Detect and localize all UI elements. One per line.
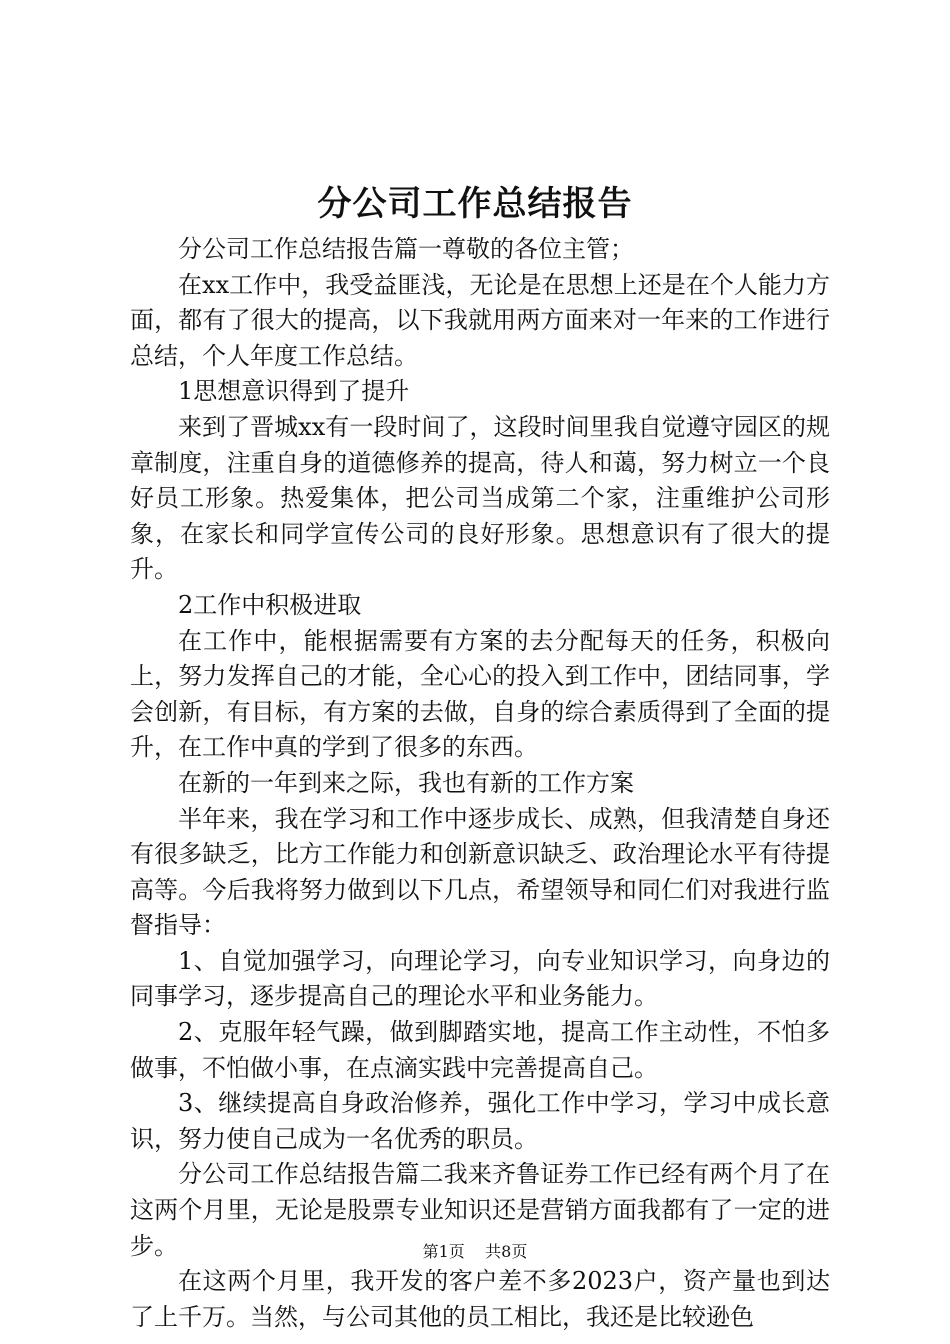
document-body (130, 232, 830, 1335)
document-title: 分公司工作总结报告 (317, 184, 633, 224)
paragraph-2: 在xx工作中，我受益匪浅，无论是在思想上还是在个人能力方面，都有了很大的提高，以下我就用两方面来对一年来的工作进行总结，个人年度工作总结。 (130, 270, 830, 370)
list-item-1: 1、自觉加强学习，向理论学习，向专业知识学习，向身边的同事学习，逐步提高自己的理论水平和业务能力。 (130, 946, 830, 1011)
page-footer (0, 1241, 950, 1263)
list-item-2: 2、克服年轻气躁，做到脚踏实地，提高工作主动性，不怕多做事，不怕做小事，在点滴实践中完善提高自己。 (130, 1018, 830, 1082)
paragraph-3: 来到了晋城xx有一段时间了，这段时间里我自觉遵守园区的规章制度，注重自身的道德修养的提高，待人和蔼，努力树立一个良好员工形象。热爱集体，把公司当成第二个家，注重维护公司形象，在家长和同学宣传公司的良好形象。思想意识有了很大的提升。 (130, 412, 830, 584)
section-heading-2: 2工作中积极进取 (178, 590, 362, 619)
page-number: 第1页 (422, 1242, 465, 1261)
paragraph-1: 分公司工作总结报告篇一尊敬的各位主管； (178, 235, 634, 263)
section-heading-1: 1思想意识得到了提升 (178, 377, 410, 406)
paragraph-4: 在工作中，能根据需要有方案的去分配每天的任务，积极向上，努力发挥自己的才能，全心心的投入到工作中，团结同事，学会创新，有目标，有方案的去做，自身的综合素质得到了全面的提升，在工作中真的学到了很多的东西。 (130, 626, 830, 762)
section-heading-3: 在新的一年到来之际，我也有新的工作方案 (178, 768, 634, 797)
page-total: 共8页 (485, 1242, 528, 1261)
paragraph-6: 分公司工作总结报告篇二我来齐鲁证券工作已经有两个月了在这两个月里，无论是股票专业知识还是营销方面我都有了一定的进步。 (130, 1160, 830, 1260)
paragraph-5: 半年来，我在学习和工作中逐步成长、成熟，但我清楚自身还有很多缺乏，比方工作能力和创新意识缺乏、政治理论水平有待提高等。今后我将努力做到以下几点，希望领导和同仁们对我进行监督指导： (130, 804, 830, 940)
list-item-3: 3、继续提高自身政治修养，强化工作中学习，学习中成长意识，努力使自己成为一名优秀的职员。 (130, 1089, 830, 1153)
paragraph-7: 在这两个月里，我开发的客户差不多2023户，资产量也到达了上千万。当然，与公司其他的员工相比，我还是比较逊色 (130, 1267, 830, 1331)
